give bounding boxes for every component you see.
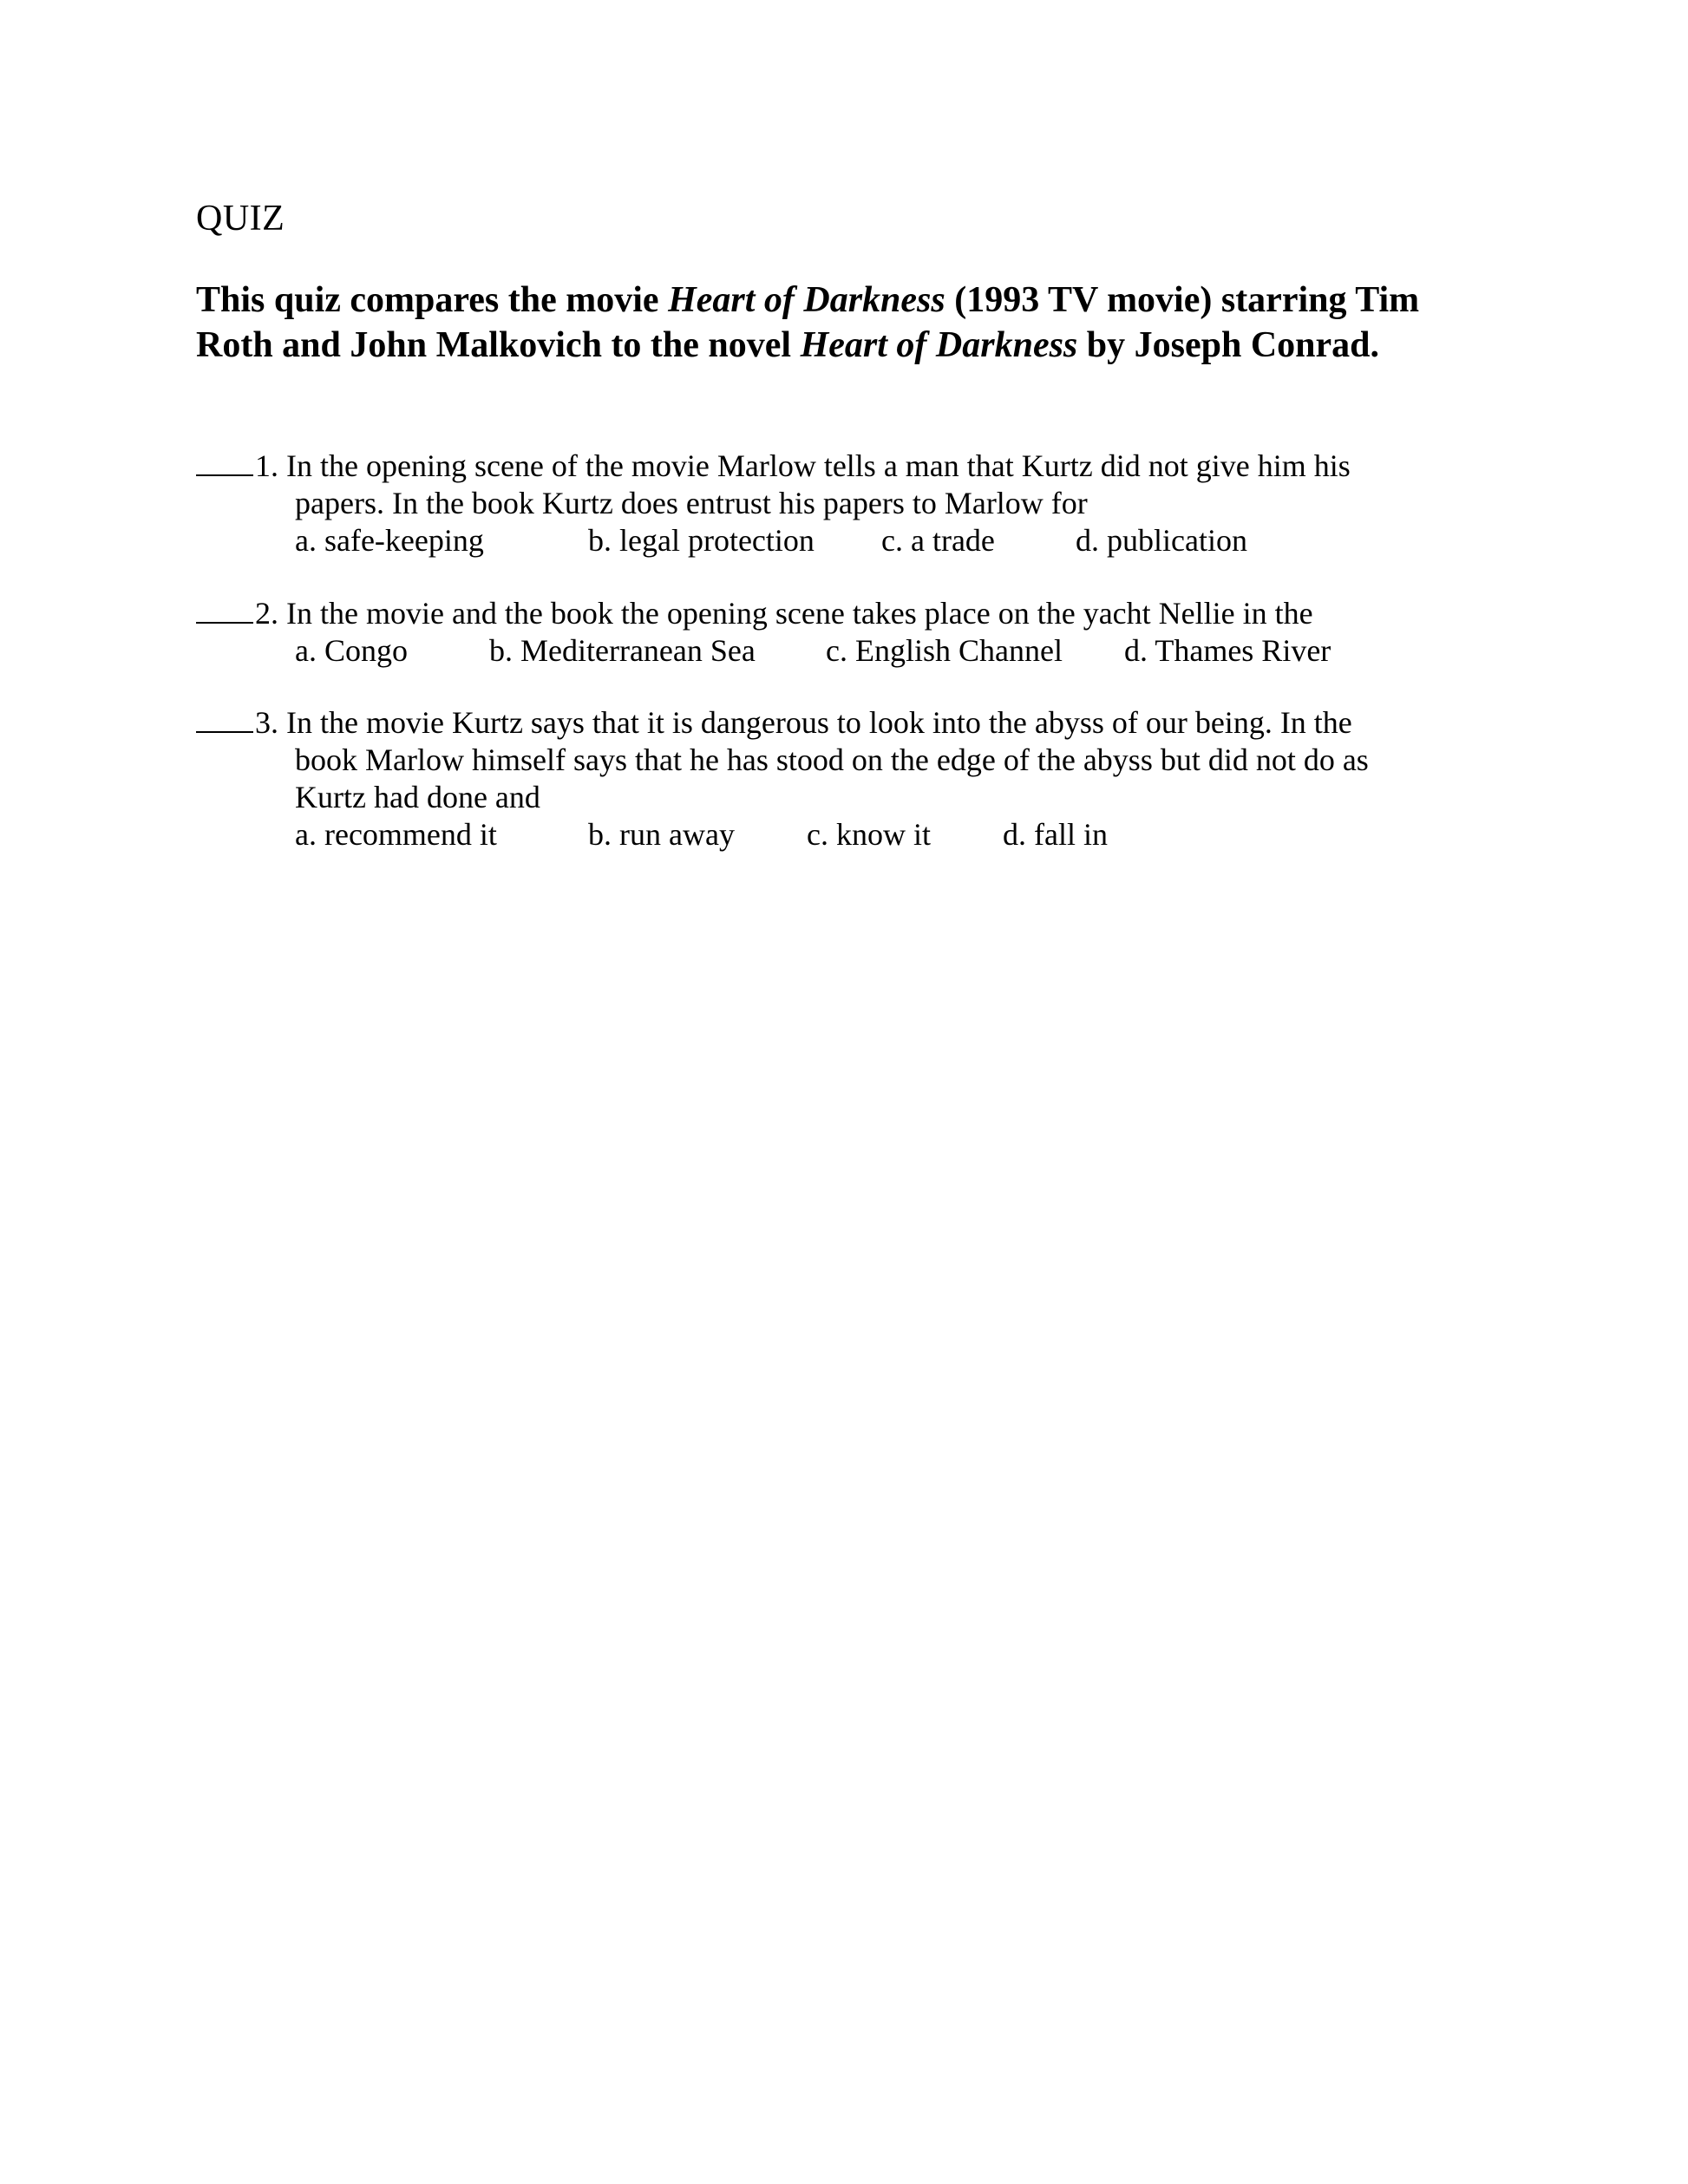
question-3 — [196, 704, 1497, 853]
answer-blank-1[interactable] — [196, 448, 253, 476]
intro-text-2: (1993 TV movie) starring Tim Roth and John Malkovich to the novel — [196, 280, 1420, 365]
question-2-option-b: b. Mediterranean Sea — [489, 633, 756, 668]
question-3-text-line-1: In the movie Kurtz says that it is dangerous to look into the abyss of our being. In the — [286, 705, 1352, 740]
question-2 — [196, 595, 1497, 670]
question-3-line-1 — [196, 704, 1497, 742]
intro-italic-title-1: Heart of Darkness — [668, 280, 945, 320]
question-1-option-c: c. a trade — [881, 523, 995, 558]
question-3-option-c: c. know it — [807, 817, 931, 852]
intro-text-1: This quiz compares the movie — [196, 280, 669, 320]
quiz-intro — [196, 278, 1480, 368]
intro-text-3: by Joseph Conrad. — [1077, 325, 1380, 365]
intro-italic-title-2: Heart of Darkness — [800, 325, 1078, 365]
question-1-options — [295, 522, 1497, 559]
question-2-text-line-1: In the movie and the book the opening scene takes place on the yacht Nellie in the — [286, 596, 1313, 631]
question-2-option-d: d. Thames River — [1124, 633, 1331, 668]
question-1-option-d: d. publication — [1076, 523, 1247, 558]
question-2-option-c: c. English Channel — [826, 633, 1063, 668]
question-1-number: 1. — [255, 448, 278, 483]
question-3-number: 3. — [255, 705, 278, 740]
question-2-line-1 — [196, 595, 1497, 632]
question-1-text-line-2: papers. In the book Kurtz does entrust his papers to Marlow for — [295, 486, 1088, 520]
question-1-option-b: b. legal protection — [588, 523, 815, 558]
question-1 — [196, 448, 1497, 559]
question-3-option-a: a. recommend it — [295, 817, 497, 852]
question-3-option-d: d. fall in — [1003, 817, 1108, 852]
question-2-option-a: a. Congo — [295, 633, 408, 668]
question-1-option-a: a. safe-keeping — [295, 523, 484, 558]
question-1-body — [295, 485, 1497, 522]
question-3-text-line-3: Kurtz had done and — [295, 780, 540, 814]
answer-blank-2[interactable] — [196, 596, 253, 624]
question-2-options — [295, 632, 1497, 670]
quiz-title: QUIZ — [196, 199, 285, 239]
question-2-number: 2. — [255, 596, 278, 631]
question-1-line-1 — [196, 448, 1497, 485]
question-1-text-line-1: In the opening scene of the movie Marlow tells a man that Kurtz did not give him his — [286, 448, 1351, 483]
question-3-option-b: b. run away — [588, 817, 735, 852]
question-3-body — [295, 742, 1497, 816]
question-3-options — [295, 816, 1497, 853]
question-3-text-line-2: book Marlow himself says that he has stood on the edge of the abyss but did not do as — [295, 742, 1369, 777]
answer-blank-3[interactable] — [196, 705, 253, 733]
